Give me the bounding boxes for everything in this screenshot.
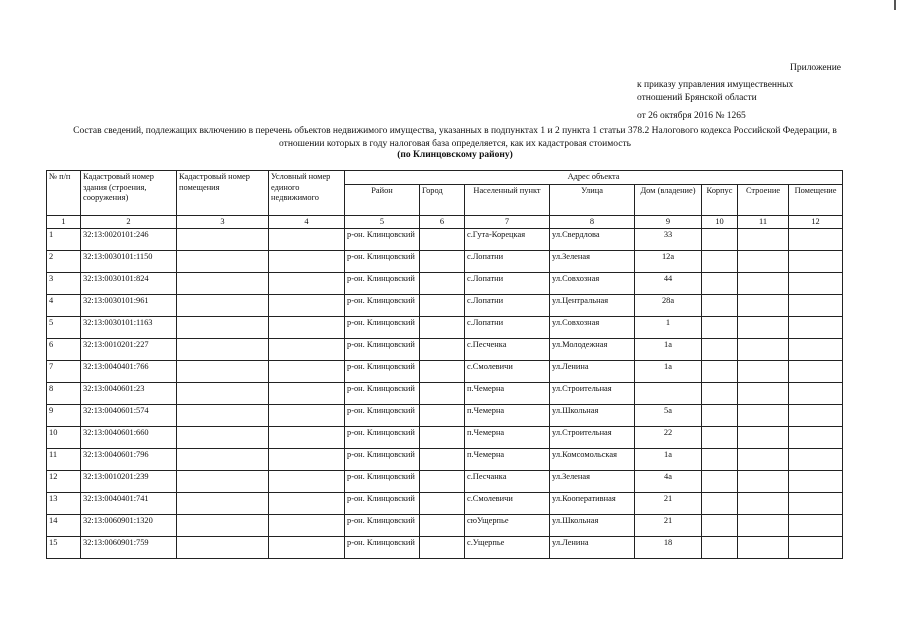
building-cell bbox=[738, 317, 789, 339]
cadastral-number: 32:13:0040401:766 bbox=[81, 361, 177, 383]
house-cell: 5а bbox=[635, 405, 702, 427]
cadastral-room-cell bbox=[177, 295, 269, 317]
room-cell bbox=[789, 295, 843, 317]
cadastral-room-cell bbox=[177, 449, 269, 471]
conditional-number-cell bbox=[269, 471, 345, 493]
district-cell: р-он. Клинцовский bbox=[345, 449, 420, 471]
district-cell: р-он. Клинцовский bbox=[345, 295, 420, 317]
cadastral-number: 32:13:0030101:1150 bbox=[81, 251, 177, 273]
row-number: 5 bbox=[47, 317, 81, 339]
street-cell: ул.Школьная bbox=[550, 405, 635, 427]
document-title: Состав сведений, подлежащих включению в перечень объектов недвижимого имущества, указанных в подпунктах 1 и 2 пункта 1 статьи 378.2 Налогового кодекса Российской Федерации, в отношении которых в году налоговая база определяется, как их кадастровая стоимость bbox=[73, 126, 837, 149]
room-cell bbox=[789, 273, 843, 295]
korpus-cell bbox=[702, 251, 738, 273]
table-row bbox=[47, 449, 843, 471]
column-number: 12 bbox=[789, 215, 843, 229]
table-row bbox=[47, 515, 843, 537]
settlement-cell: п.Чемерна bbox=[465, 405, 550, 427]
cadastral-number: 32:13:0040601:660 bbox=[81, 427, 177, 449]
table-row bbox=[47, 273, 843, 295]
korpus-cell bbox=[702, 537, 738, 559]
column-number: 7 bbox=[465, 215, 550, 229]
cadastral-room-cell bbox=[177, 537, 269, 559]
house-cell: 1 bbox=[635, 317, 702, 339]
appendix-label: Приложение bbox=[790, 63, 841, 73]
city-cell bbox=[420, 361, 465, 383]
conditional-number-cell bbox=[269, 537, 345, 559]
district-cell: р-он. Клинцовский bbox=[345, 405, 420, 427]
street-cell: ул.Строительная bbox=[550, 427, 635, 449]
property-table bbox=[46, 170, 843, 559]
scan-edge-mark bbox=[894, 0, 896, 10]
room-cell bbox=[789, 229, 843, 251]
room-cell bbox=[789, 449, 843, 471]
city-cell bbox=[420, 405, 465, 427]
conditional-number-cell bbox=[269, 229, 345, 251]
room-cell bbox=[789, 339, 843, 361]
building-cell bbox=[738, 229, 789, 251]
cadastral-room-cell bbox=[177, 339, 269, 361]
row-number: 12 bbox=[47, 471, 81, 493]
settlement-cell: с.Лопатни bbox=[465, 317, 550, 339]
korpus-cell bbox=[702, 383, 738, 405]
korpus-cell bbox=[702, 295, 738, 317]
settlement-cell: сюУщерпье bbox=[465, 515, 550, 537]
house-cell: 33 bbox=[635, 229, 702, 251]
house-cell: 28а bbox=[635, 295, 702, 317]
street-cell: ул.Зеленая bbox=[550, 251, 635, 273]
district-cell: р-он. Клинцовский bbox=[345, 339, 420, 361]
row-number: 7 bbox=[47, 361, 81, 383]
district-cell: р-он. Клинцовский bbox=[345, 515, 420, 537]
building-cell bbox=[738, 251, 789, 273]
room-cell bbox=[789, 361, 843, 383]
room-cell bbox=[789, 537, 843, 559]
column-number: 9 bbox=[635, 215, 702, 229]
building-cell bbox=[738, 405, 789, 427]
table-row bbox=[47, 361, 843, 383]
house-cell: 18 bbox=[635, 537, 702, 559]
room-cell bbox=[789, 427, 843, 449]
city-cell bbox=[420, 317, 465, 339]
cadastral-room-cell bbox=[177, 229, 269, 251]
table-row bbox=[47, 229, 843, 251]
cadastral-number: 32:13:0030101:824 bbox=[81, 273, 177, 295]
building-cell bbox=[738, 295, 789, 317]
building-cell bbox=[738, 515, 789, 537]
street-cell: ул.Кооперативная bbox=[550, 493, 635, 515]
cadastral-room-cell bbox=[177, 405, 269, 427]
conditional-number-cell bbox=[269, 361, 345, 383]
street-cell: ул.Ленина bbox=[550, 537, 635, 559]
cadastral-number: 32:13:0040601:574 bbox=[81, 405, 177, 427]
header-room: Помещение bbox=[789, 184, 843, 215]
house-cell: 1а bbox=[635, 361, 702, 383]
building-cell bbox=[738, 427, 789, 449]
city-cell bbox=[420, 295, 465, 317]
cadastral-number: 32:13:0010201:227 bbox=[81, 339, 177, 361]
korpus-cell bbox=[702, 273, 738, 295]
cadastral-room-cell bbox=[177, 493, 269, 515]
row-number: 15 bbox=[47, 537, 81, 559]
room-cell bbox=[789, 405, 843, 427]
column-number: 2 bbox=[81, 215, 177, 229]
house-cell: 44 bbox=[635, 273, 702, 295]
street-cell: ул.Совхозная bbox=[550, 273, 635, 295]
city-cell bbox=[420, 251, 465, 273]
building-cell bbox=[738, 471, 789, 493]
city-cell bbox=[420, 493, 465, 515]
column-number: 5 bbox=[345, 215, 420, 229]
building-cell bbox=[738, 383, 789, 405]
table-row bbox=[47, 405, 843, 427]
table-row bbox=[47, 471, 843, 493]
city-cell bbox=[420, 427, 465, 449]
order-reference: к приказу управления имущественных отношений Брянской области bbox=[637, 80, 794, 103]
district-cell: р-он. Клинцовский bbox=[345, 537, 420, 559]
room-cell bbox=[789, 383, 843, 405]
cadastral-room-cell bbox=[177, 273, 269, 295]
cadastral-room-cell bbox=[177, 383, 269, 405]
row-number: 3 bbox=[47, 273, 81, 295]
order-date: от 26 октября 2016 № 1265 bbox=[637, 111, 746, 121]
cadastral-room-cell bbox=[177, 317, 269, 339]
header-settlement: Населенный пункт bbox=[465, 184, 550, 215]
conditional-number-cell bbox=[269, 405, 345, 427]
settlement-cell: п.Чемерна bbox=[465, 427, 550, 449]
header-house: Дом (владение) bbox=[635, 184, 702, 215]
header-building: Строение bbox=[738, 184, 789, 215]
cadastral-room-cell bbox=[177, 251, 269, 273]
district-cell: р-он. Клинцовский bbox=[345, 383, 420, 405]
city-cell bbox=[420, 537, 465, 559]
row-number: 2 bbox=[47, 251, 81, 273]
row-number: 8 bbox=[47, 383, 81, 405]
cadastral-number: 32:13:0060901:1320 bbox=[81, 515, 177, 537]
settlement-cell: с.Лопатни bbox=[465, 295, 550, 317]
cadastral-number: 32:13:0010201:239 bbox=[81, 471, 177, 493]
conditional-number-cell bbox=[269, 295, 345, 317]
street-cell: ул.Свердлова bbox=[550, 229, 635, 251]
room-cell bbox=[789, 251, 843, 273]
room-cell bbox=[789, 317, 843, 339]
column-number: 8 bbox=[550, 215, 635, 229]
cadastral-number: 32:13:0040401:741 bbox=[81, 493, 177, 515]
building-cell bbox=[738, 339, 789, 361]
cadastral-number: 32:13:0020101:246 bbox=[81, 229, 177, 251]
district-cell: р-он. Клинцовский bbox=[345, 471, 420, 493]
street-cell: ул.Строительная bbox=[550, 383, 635, 405]
korpus-cell bbox=[702, 471, 738, 493]
korpus-cell bbox=[702, 493, 738, 515]
conditional-number-cell bbox=[269, 515, 345, 537]
building-cell bbox=[738, 449, 789, 471]
settlement-cell: п.Чемерна bbox=[465, 383, 550, 405]
row-number: 6 bbox=[47, 339, 81, 361]
settlement-cell: п.Чемерна bbox=[465, 449, 550, 471]
house-cell: 22 bbox=[635, 427, 702, 449]
street-cell: ул.Школьная bbox=[550, 515, 635, 537]
conditional-number-cell bbox=[269, 317, 345, 339]
row-number: 11 bbox=[47, 449, 81, 471]
city-cell bbox=[420, 449, 465, 471]
korpus-cell bbox=[702, 317, 738, 339]
table-row bbox=[47, 251, 843, 273]
district-cell: р-он. Клинцовский bbox=[345, 493, 420, 515]
header-city: Город bbox=[420, 184, 465, 215]
settlement-cell: с.Ущерпье bbox=[465, 537, 550, 559]
city-cell bbox=[420, 273, 465, 295]
korpus-cell bbox=[702, 427, 738, 449]
column-number: 3 bbox=[177, 215, 269, 229]
header-cadastral-building: Кадастровый номер здания (строения, сооружения) bbox=[81, 171, 177, 216]
conditional-number-cell bbox=[269, 493, 345, 515]
district-cell: р-он. Клинцовский bbox=[345, 317, 420, 339]
table-row bbox=[47, 537, 843, 559]
table-row bbox=[47, 317, 843, 339]
document-subtitle: (по Клинцовскому району) bbox=[397, 150, 513, 160]
cadastral-room-cell bbox=[177, 515, 269, 537]
column-number: 4 bbox=[269, 215, 345, 229]
city-cell bbox=[420, 339, 465, 361]
house-cell: 1а bbox=[635, 449, 702, 471]
house-cell: 4а bbox=[635, 471, 702, 493]
table-row bbox=[47, 339, 843, 361]
settlement-cell: с.Гута-Корецкая bbox=[465, 229, 550, 251]
building-cell bbox=[738, 537, 789, 559]
table-row bbox=[47, 295, 843, 317]
street-cell: ул.Комсомольская bbox=[550, 449, 635, 471]
column-number: 11 bbox=[738, 215, 789, 229]
table-row bbox=[47, 383, 843, 405]
cadastral-room-cell bbox=[177, 427, 269, 449]
cadastral-room-cell bbox=[177, 361, 269, 383]
room-cell bbox=[789, 493, 843, 515]
header-street: Улица bbox=[550, 184, 635, 215]
settlement-cell: с.Песчанка bbox=[465, 471, 550, 493]
header-korpus: Корпус bbox=[702, 184, 738, 215]
column-number: 6 bbox=[420, 215, 465, 229]
conditional-number-cell bbox=[269, 427, 345, 449]
settlement-cell: с.Смолевичи bbox=[465, 493, 550, 515]
table-row bbox=[47, 493, 843, 515]
street-cell: ул.Зеленая bbox=[550, 471, 635, 493]
row-number: 13 bbox=[47, 493, 81, 515]
header-district: Район bbox=[345, 184, 420, 215]
cadastral-number: 32:13:0030101:1163 bbox=[81, 317, 177, 339]
row-number: 1 bbox=[47, 229, 81, 251]
conditional-number-cell bbox=[269, 251, 345, 273]
street-cell: ул.Центральная bbox=[550, 295, 635, 317]
district-cell: р-он. Клинцовский bbox=[345, 273, 420, 295]
settlement-cell: с.Смолевичи bbox=[465, 361, 550, 383]
house-cell: 1а bbox=[635, 339, 702, 361]
district-cell: р-он. Клинцовский bbox=[345, 427, 420, 449]
district-cell: р-он. Клинцовский bbox=[345, 361, 420, 383]
korpus-cell bbox=[702, 449, 738, 471]
conditional-number-cell bbox=[269, 273, 345, 295]
header-cadastral-room: Кадастровый номер помещения bbox=[177, 171, 269, 216]
conditional-number-cell bbox=[269, 339, 345, 361]
korpus-cell bbox=[702, 405, 738, 427]
header-address-group: Адрес объекта bbox=[345, 171, 843, 185]
cadastral-number: 32:13:0040601:796 bbox=[81, 449, 177, 471]
row-number: 14 bbox=[47, 515, 81, 537]
table-row bbox=[47, 427, 843, 449]
settlement-cell: с.Песченка bbox=[465, 339, 550, 361]
district-cell: р-он. Клинцовский bbox=[345, 229, 420, 251]
settlement-cell: с.Лопатни bbox=[465, 273, 550, 295]
row-number: 4 bbox=[47, 295, 81, 317]
street-cell: ул.Молодежная bbox=[550, 339, 635, 361]
city-cell bbox=[420, 515, 465, 537]
building-cell bbox=[738, 493, 789, 515]
city-cell bbox=[420, 229, 465, 251]
conditional-number-cell bbox=[269, 449, 345, 471]
cadastral-number: 32:13:0060901:759 bbox=[81, 537, 177, 559]
column-number: 1 bbox=[47, 215, 81, 229]
room-cell bbox=[789, 515, 843, 537]
korpus-cell bbox=[702, 515, 738, 537]
header-conditional-number: Условный номер единого недвижимого bbox=[269, 171, 345, 216]
row-number: 9 bbox=[47, 405, 81, 427]
city-cell bbox=[420, 471, 465, 493]
row-number: 10 bbox=[47, 427, 81, 449]
header-npp: № п/п bbox=[47, 171, 81, 216]
cadastral-number: 32:13:0030101:961 bbox=[81, 295, 177, 317]
conditional-number-cell bbox=[269, 383, 345, 405]
house-cell: 12а bbox=[635, 251, 702, 273]
table-body bbox=[47, 229, 843, 559]
building-cell bbox=[738, 273, 789, 295]
settlement-cell: с.Лопатни bbox=[465, 251, 550, 273]
house-cell: 21 bbox=[635, 515, 702, 537]
room-cell bbox=[789, 471, 843, 493]
district-cell: р-он. Клинцовский bbox=[345, 251, 420, 273]
city-cell bbox=[420, 383, 465, 405]
korpus-cell bbox=[702, 361, 738, 383]
column-number-row bbox=[47, 215, 843, 229]
street-cell: ул.Ленина bbox=[550, 361, 635, 383]
cadastral-number: 32:13:0040601:23 bbox=[81, 383, 177, 405]
building-cell bbox=[738, 361, 789, 383]
korpus-cell bbox=[702, 229, 738, 251]
house-cell: 21 bbox=[635, 493, 702, 515]
korpus-cell bbox=[702, 339, 738, 361]
house-cell bbox=[635, 383, 702, 405]
cadastral-room-cell bbox=[177, 471, 269, 493]
column-number: 10 bbox=[702, 215, 738, 229]
street-cell: ул.Совхозная bbox=[550, 317, 635, 339]
